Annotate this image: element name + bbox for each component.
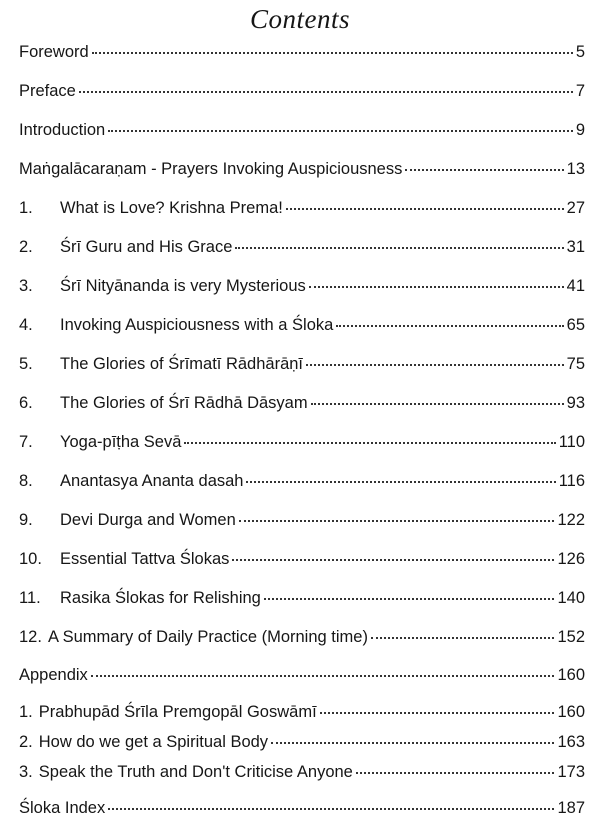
entry-page-number: 110 [558, 433, 585, 451]
entry-title: Prabhupād Śrīla Premgopāl Goswāmī [38, 703, 317, 721]
toc-entry-appendix-2[interactable] [19, 733, 585, 757]
entry-title: The Glories of Śrī Rādhā Dāsyam [60, 394, 308, 412]
entry-page-number: 163 [557, 733, 585, 751]
toc-entry-foreword[interactable] [19, 43, 585, 67]
entry-number: 1. [19, 199, 33, 217]
dot-leader [371, 637, 555, 639]
entry-title: Speak the Truth and Don't Criticise Anyone [38, 763, 353, 781]
entry-number: 3. [19, 277, 33, 295]
entry-title: Anantasya Ananta dasah [60, 472, 244, 490]
entry-number: 3. [19, 763, 33, 781]
dot-leader [246, 481, 555, 483]
dot-leader [239, 520, 555, 522]
entry-page-number: 93 [566, 394, 585, 412]
dot-leader [264, 598, 555, 600]
entry-number: 2. [19, 733, 33, 751]
dot-leader [91, 675, 555, 677]
entry-page-number: 160 [557, 666, 585, 684]
entry-page-number: 13 [566, 160, 585, 178]
toc-entry-chapter-2[interactable] [19, 238, 585, 262]
toc-entry-chapter-3[interactable] [19, 277, 585, 301]
entry-number: 5. [19, 355, 33, 373]
toc-entry-appendix-1[interactable] [19, 703, 585, 727]
entry-title: Śrī Nityānanda is very Mysterious [60, 277, 306, 295]
entry-title: Maṅgalācaraṇam - Prayers Invoking Auspiciousness [19, 160, 403, 178]
toc-entry-appendix-3[interactable] [19, 763, 585, 787]
toc-entry-chapter-7[interactable] [19, 433, 585, 457]
entry-page-number: 116 [558, 472, 585, 490]
entry-page-number: 140 [557, 589, 585, 607]
entry-title: Introduction [19, 121, 106, 139]
toc-entry-mangalacaranam[interactable] [19, 160, 585, 184]
entry-title: Devi Durga and Women [60, 511, 236, 529]
dot-leader [309, 286, 564, 288]
entry-page-number: 152 [557, 628, 585, 646]
entry-number: 10. [19, 550, 42, 568]
entry-page-number: 160 [557, 703, 585, 721]
toc-entry-chapter-4[interactable] [19, 316, 585, 340]
entry-page-number: 27 [566, 199, 585, 217]
dot-leader [311, 403, 564, 405]
dot-leader [235, 247, 563, 249]
dot-leader [92, 52, 573, 54]
dot-leader [286, 208, 564, 210]
entry-title: Rasika Ślokas for Relishing [60, 589, 261, 607]
entry-number: 6. [19, 394, 33, 412]
entry-title: Śrī Guru and His Grace [60, 238, 233, 256]
dot-leader [356, 772, 555, 774]
toc-entry-chapter-5[interactable] [19, 355, 585, 379]
dot-leader [271, 742, 554, 744]
entry-page-number: 7 [575, 82, 585, 100]
entry-number: 11. [19, 589, 41, 607]
dot-leader [108, 130, 573, 132]
dot-leader [405, 169, 563, 171]
entry-page-number: 126 [557, 550, 585, 568]
dot-leader [79, 91, 573, 93]
entry-number: 2. [19, 238, 33, 256]
entry-page-number: 9 [575, 121, 585, 139]
dot-leader [108, 808, 554, 810]
entry-title: Essential Tattva Ślokas [60, 550, 230, 568]
entry-number: 4. [19, 316, 33, 334]
toc-entry-preface[interactable] [19, 82, 585, 106]
toc-entry-chapter-9[interactable] [19, 511, 585, 535]
entry-title: A Summary of Daily Practice (Morning time) [47, 628, 368, 646]
entry-number: 7. [19, 433, 33, 451]
entry-title: Appendix [19, 666, 88, 684]
entry-number: 12. [19, 628, 42, 646]
toc-entry-chapter-6[interactable] [19, 394, 585, 418]
toc-entry-chapter-8[interactable] [19, 472, 585, 496]
entry-page-number: 173 [557, 763, 585, 781]
entry-title: What is Love? Krishna Prema! [60, 199, 283, 217]
toc-entry-chapter-1[interactable] [19, 199, 585, 223]
entry-page-number: 75 [566, 355, 585, 373]
entry-title: Śloka Index [19, 799, 106, 817]
entry-page-number: 65 [566, 316, 585, 334]
dot-leader [184, 442, 555, 444]
entry-title: Yoga-pīṭha Sevā [60, 433, 182, 451]
entry-number: 1. [19, 703, 33, 721]
entry-title: Foreword [19, 43, 89, 61]
entry-page-number: 5 [575, 43, 585, 61]
toc-entry-chapter-12[interactable] [19, 628, 585, 652]
dot-leader [232, 559, 554, 561]
entry-number: 9. [19, 511, 33, 529]
dot-leader [320, 712, 555, 714]
dot-leader [306, 364, 564, 366]
toc-entry-sloka-index[interactable] [19, 799, 585, 823]
entry-title: Invoking Auspiciousness with a Śloka [60, 316, 334, 334]
dot-leader [336, 325, 563, 327]
toc-entry-appendix[interactable] [19, 666, 585, 690]
entry-page-number: 187 [557, 799, 585, 817]
entry-page-number: 122 [557, 511, 585, 529]
toc-entry-chapter-11[interactable] [19, 589, 585, 613]
toc-entry-chapter-10[interactable] [19, 550, 585, 574]
entry-page-number: 31 [566, 238, 585, 256]
entry-title: The Glories of Śrīmatī Rādhārāṇī [60, 355, 304, 373]
toc-entry-introduction[interactable] [19, 121, 585, 145]
page-title: Contents [249, 4, 350, 34]
entry-number: 8. [19, 472, 33, 490]
entry-title: Preface [19, 82, 76, 100]
entry-title: How do we get a Spiritual Body [38, 733, 269, 751]
entry-page-number: 41 [566, 277, 585, 295]
